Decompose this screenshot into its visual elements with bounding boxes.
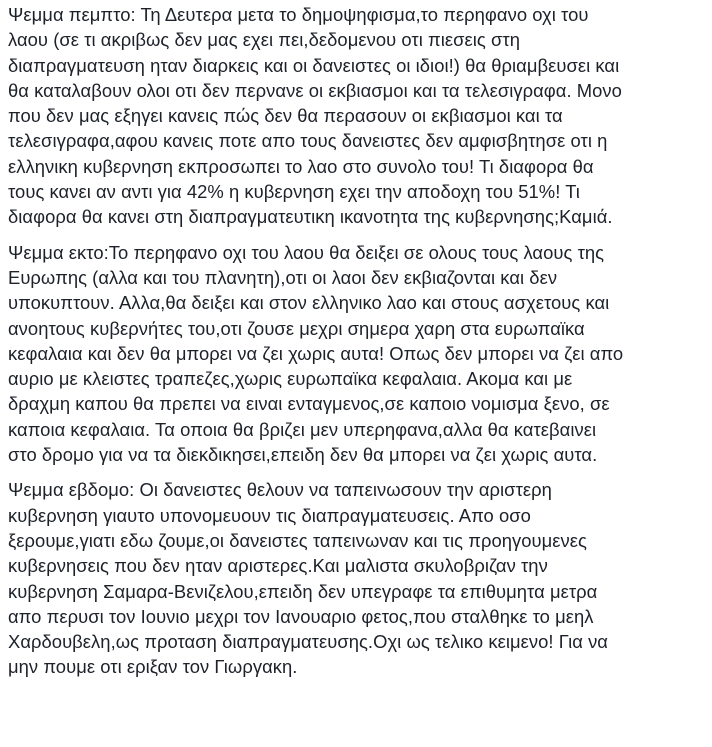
text-line: κεφαλαια και δεν θα μπορει να ζει χωρις αυτα! Οπως δεν μπορει να ζει απο — [8, 342, 624, 364]
text-line: κυβερνησεις που δεν ηταν αριστερες.Και μαλιστα σκυλοβριζαν την — [8, 555, 548, 577]
text-line: ανοητους κυβερνήτες του,οτι ζουσε μεχρι σημερα χαρη στα ευρωπαϊκα — [8, 317, 585, 339]
text-line: Χαρδουβελη,ως προταση διαπραγματευσης.Οχι ως τελικο κειμενο! Για να — [8, 631, 608, 653]
text-line: δραχμη καπου θα πρεπει να ειναι ενταγμενος,σε καποιο νομισμα ξενο, σε — [8, 393, 610, 415]
post-body — [8, 2, 708, 690]
text-line: κυβερνηση Σαμαρα-Βενιζελου,επειδη δεν υπεγραφε τα επιθυμητα μετρα — [8, 580, 598, 602]
text-line: λαου (σε τι ακριβως δεν μας εχει πει,δεδομενου οτι πιεσεις στη — [8, 29, 520, 51]
text-line: τους κανει αν αντι για 42% η κυβερνηση εχει την αποδοχη του 51%! Τι — [8, 181, 580, 203]
text-line: καποια κεφαλαια. Τα οποια θα βριζει μεν υπερηφανα,αλλα θα κατεβαινει — [8, 418, 597, 440]
text-line: που δεν μας εξηγει κανεις πώς δεν θα περασουν οι εκβιασμοι και τα — [8, 105, 563, 127]
text-line: Ψεμμα εκτο:Το περηφανο οχι του λαου θα δειξει σε ολους τους λαους της — [8, 241, 605, 263]
text-line: υποκυπτουν. Αλλα,θα δειξει και στον ελληνικο λαο και στους ασχετους και — [8, 292, 610, 314]
text-line: Ευρωπης (αλλα και του πλανητη),οτι οι λαοι δεν εκβιαζονται και δεν — [8, 266, 558, 288]
text-line: διαφορα θα κανει στη διαπραγματευτικη ικανοτητα της κυβερνησης;Καμιά. — [8, 206, 613, 228]
text-line: ελληνικη κυβερνηση εκπροσωπει το λαο στο συνολο του! Τι διαφορα θα — [8, 155, 594, 177]
text-line: Ψεμμα εβδομο: Οι δανειστες θελουν να ταπεινωσουν την αριστερη — [8, 479, 552, 501]
paragraph-lie-seven — [8, 477, 708, 679]
text-line: απο περυσι τον Ιουνιο μεχρι τον Ιανουαριο φετος,που σταλθηκε το μεηλ — [8, 605, 594, 627]
text-line: στο δρομο για να τα διεκδικησει,επειδη δεν θα μπορει να ζει χωρις αυτα. — [8, 444, 598, 466]
text-line: μην πουμε οτι εριξαν τον Γιωργακη. — [8, 656, 298, 678]
paragraph-lie-six — [8, 240, 708, 468]
text-line: θα καταλαβουν ολοι οτι δεν περνανε οι εκβιασμοι και τα τελεσιγραφα. Μονο — [8, 79, 622, 101]
text-line: ξερουμε,γιατι εδω ζουμε,οι δανειστες ταπεινωναν και τις προηγουμενες — [8, 529, 587, 551]
text-line: κυβερνηση γιαυτο υπονομευουν τις διαπραγματευσεις. Απο οσο — [8, 504, 531, 526]
text-line: Ψεμμα πεμπτο: Τη Δευτερα μετα το δημοψηφισμα,το περηφανο οχι του — [8, 4, 589, 25]
text-line: αυριο με κλειστες τραπεζες,χωρις ευρωπαϊκα κεφαλαια. Ακομα και με — [8, 368, 573, 390]
text-line: τελεσιγραφα,αφου κανεις ποτε απο τους δανειστες δεν αμφισβητησε οτι η — [8, 130, 608, 152]
text-line: διαπραγματευση ηταν διαρκεις και οι δανειστες οι ιδιοι!) θα θριαμβευσει και — [8, 54, 620, 76]
paragraph-lie-five — [8, 2, 708, 230]
